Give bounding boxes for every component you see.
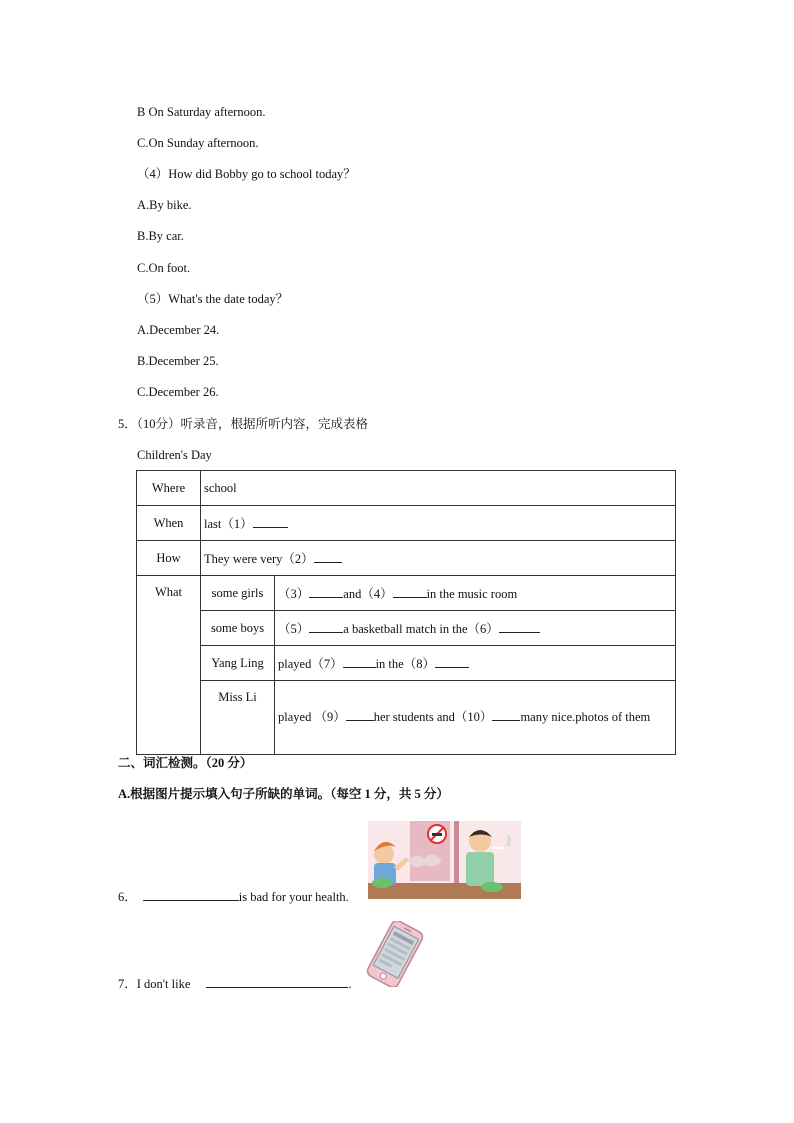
- option-b-dec25: B.December 25.: [137, 354, 219, 368]
- girls-text-a: （3）: [278, 587, 310, 601]
- option-c-foot: C.On foot.: [137, 261, 191, 275]
- missli-cell: [275, 681, 676, 755]
- q7-blank[interactable]: [206, 975, 348, 988]
- yangling-label: Yang Ling: [201, 646, 275, 681]
- missli-text-b: her students and（10）: [373, 710, 493, 724]
- smartphone-icon: [358, 921, 432, 987]
- table-row-where: [137, 471, 676, 506]
- q6-number: 6．: [118, 890, 137, 904]
- girls-text-c: in the music room: [426, 587, 518, 601]
- q7-text: 7．I don't like: [118, 977, 191, 991]
- blank-3[interactable]: [309, 585, 343, 598]
- missli-label: Miss Li: [201, 681, 275, 755]
- where-value: school: [201, 471, 676, 506]
- boys-text-a: （5）: [278, 622, 310, 636]
- option-b-saturday: B On Saturday afternoon.: [137, 105, 266, 119]
- missli-text-a: played （9）: [278, 710, 346, 724]
- where-label: Where: [137, 471, 201, 506]
- question-5-prompt: 5．（10分）听录音，根据所听内容，完成表格: [118, 417, 369, 431]
- missli-text-c: many nice.photos of them: [520, 710, 651, 724]
- boys-text-b: a basketball match in the（6）: [343, 622, 499, 636]
- table-row-missli: [137, 681, 676, 755]
- blank-10[interactable]: [492, 708, 520, 721]
- when-label: When: [137, 506, 201, 541]
- yangling-text-b: in the（8）: [375, 657, 435, 671]
- option-b-car: B.By car.: [137, 229, 184, 243]
- question-6: [118, 888, 349, 905]
- girls-text-b: and（4）: [343, 587, 393, 601]
- blank-8[interactable]: [435, 655, 469, 668]
- what-label: What: [137, 576, 201, 755]
- yangling-cell: [275, 646, 676, 681]
- how-cell: [201, 541, 676, 576]
- table-row-girls: [137, 576, 676, 611]
- how-value: They were very（2）: [204, 552, 314, 566]
- when-cell: [201, 506, 676, 541]
- option-c-sunday: C.On Sunday afternoon.: [137, 136, 259, 150]
- girls-label: some girls: [201, 576, 275, 611]
- when-value: last（1）: [204, 517, 253, 531]
- blank-1[interactable]: [253, 515, 288, 528]
- blank-7[interactable]: [343, 655, 376, 668]
- question-4: （4）How did Bobby go to school today？: [137, 167, 356, 181]
- section-2-heading: 二、词汇检测。（20 分）: [118, 756, 253, 770]
- part-a-instructions: A.根据图片提示填入句子所缺的单词。（每空 1 分，共 5 分）: [118, 787, 449, 801]
- blank-9[interactable]: [346, 708, 374, 721]
- table-row-how: [137, 541, 676, 576]
- option-a-dec24: A.December 24.: [137, 323, 220, 337]
- question-5-date: （5）What's the date today？: [137, 292, 289, 306]
- smoking-scene-icon: [368, 821, 521, 899]
- question-7: [118, 975, 352, 992]
- girls-cell: [275, 576, 676, 611]
- table-row-when: [137, 506, 676, 541]
- yangling-text-a: played（7）: [278, 657, 343, 671]
- q6-blank[interactable]: [143, 888, 239, 901]
- blank-4[interactable]: [393, 585, 427, 598]
- table-title: Children's Day: [137, 448, 212, 462]
- option-c-dec26: C.December 26.: [137, 385, 219, 399]
- how-label: How: [137, 541, 201, 576]
- blank-2[interactable]: [314, 550, 342, 563]
- q7-end: .: [348, 977, 352, 991]
- blank-5[interactable]: [309, 620, 343, 633]
- q6-text: is bad for your health.: [238, 890, 349, 904]
- option-a-bike: A.By bike.: [137, 198, 192, 212]
- table-row-boys: [137, 611, 676, 646]
- childrens-day-table: [136, 470, 676, 755]
- table-row-yangling: [137, 646, 676, 681]
- blank-6[interactable]: [499, 620, 540, 633]
- boys-label: some boys: [201, 611, 275, 646]
- boys-cell: [275, 611, 676, 646]
